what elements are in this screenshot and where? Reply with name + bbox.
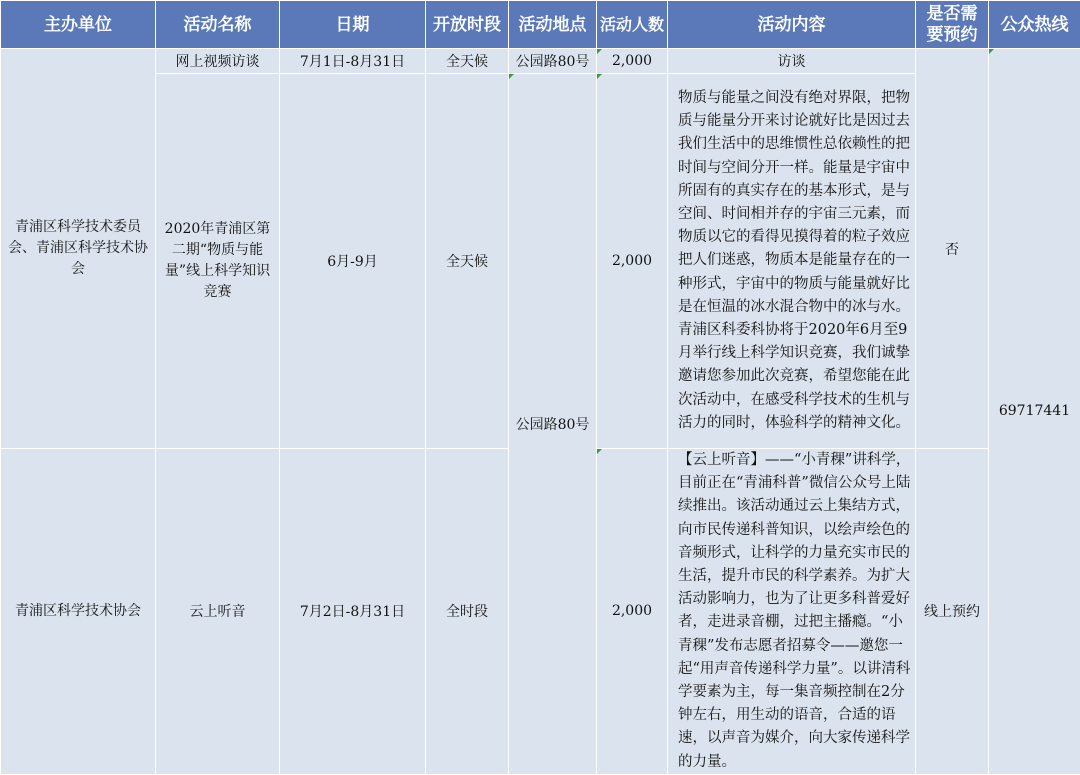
date-cell: 7月1日-8月31日 <box>280 49 426 74</box>
open-hours-cell: 全天候 <box>426 49 509 74</box>
header-participants: 活动人数 <box>597 1 668 49</box>
participants-value: 2,000 <box>612 253 652 269</box>
reservation-cell: 否 <box>916 49 989 449</box>
date-cell: 7月2日-8月31日 <box>280 449 426 775</box>
content-cell: 访谈 <box>668 49 916 74</box>
hotline-value: 69717441 <box>999 403 1070 419</box>
cell-marker <box>989 49 994 54</box>
header-location: 活动地点 <box>509 1 597 49</box>
cell-marker <box>509 74 514 79</box>
location-cell: 公园路80号 <box>509 49 597 74</box>
hotline-cell <box>989 49 1080 775</box>
date-cell: 6月-9月 <box>280 74 426 449</box>
table-row <box>1 49 1080 74</box>
participants-cell <box>597 74 668 449</box>
header-activity-name: 活动名称 <box>156 1 280 49</box>
header-date: 日期 <box>280 1 426 49</box>
reservation-cell: 线上预约 <box>916 449 989 775</box>
activity-name-cell: 网上视频访谈 <box>156 49 280 74</box>
open-hours-cell: 全时段 <box>426 449 509 775</box>
content-cell <box>668 449 916 775</box>
header-open-hours: 开放时段 <box>426 1 509 49</box>
participants-cell <box>597 449 668 775</box>
header-content: 活动内容 <box>668 1 916 49</box>
participants-value: 2,000 <box>612 603 652 619</box>
header-row <box>1 1 1080 49</box>
location-cell <box>509 74 597 775</box>
open-hours-cell: 全天候 <box>426 74 509 449</box>
location-value: 公园路80号 <box>516 417 590 433</box>
organizer-text: 青浦区科学技术协会 <box>1 601 155 622</box>
content-text: 【云上听音】——“小青稞”讲科学，目前正在“青浦科普”微信公众号上陆续推出。该活动通过云上集结方式，向市民传递科普知识，以绘声绘色的音频形式，让科学的力量充实市民的生活，提升市民的科学素养。为扩大活动影响力，也为了让更多科普爱好者，走进录音棚，过把主播瘾。“小青稞”发布志愿者招募令——邀您一起“用声音传递科学力量”。以讲清科学要素为主，每一集音频控制在2分钟左右，用生动的语音，合适的语速，以声音为媒介，向大家传递科学的力量。 <box>668 449 915 774</box>
organizer-cell <box>1 449 156 775</box>
activity-name-cell: 云上听音 <box>156 449 280 775</box>
cell-marker <box>597 449 602 454</box>
organizer-cell <box>1 49 156 449</box>
cell-marker <box>597 74 602 79</box>
activity-name-cell <box>156 74 280 449</box>
header-organizer: 主办单位 <box>1 1 156 49</box>
content-text: 物质与能量之间没有绝对界限，把物质与能量分开来讨论就好比是因过去我们生活中的思维惯性总依赖性的把时间与空间分开一样。能量是宇宙中所固有的真实存在的基本形式，是与空间、时间相并存的宇宙三元素，而物质以它的看得见摸得着的粒子效应把人们迷惑，物质本是能量存在的一种形式，宇宙中的物质与能量就好比是在恒温的冰水混合物中的冰与水。青浦区科委科协将于2020年6月至9月举行线上科学知识竞赛，我们诚挚邀请您参加此次竞赛，希望您能在此次活动中，在感受科学技术的生机与活力的同时，体验科学的精神文化。 <box>668 87 915 435</box>
participants-value: 2,000 <box>612 53 652 69</box>
cell-marker <box>597 49 602 54</box>
header-hotline: 公众热线 <box>989 1 1080 49</box>
content-cell <box>668 74 916 449</box>
header-reservation-label: 是否需要预约 <box>916 4 988 46</box>
header-reservation <box>916 1 989 49</box>
activity-name-text: 2020年青浦区第二期“物质与能量”线上科学知识竞赛 <box>156 219 279 303</box>
participants-cell <box>597 49 668 74</box>
organizer-text: 青浦区科学技术委员会、青浦区科学技术协会 <box>1 217 155 280</box>
